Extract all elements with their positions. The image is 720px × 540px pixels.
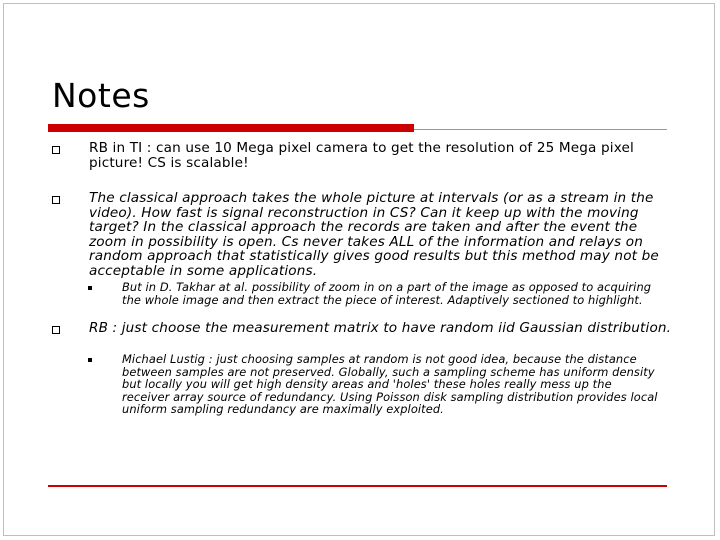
hollow-square-bullet-icon [52, 146, 60, 154]
bullet-text-1: RB in TI : can use 10 Mega pixel camera to get the resolution of 25 Mega pixel picture! CS is scalable! [89, 140, 634, 171]
bullet-text-2: The classical approach takes the whole picture at intervals (or as a stream in the video). How fast is signal reconstruction in CS? Can it keep up with the moving target? In the classical approach the records are taken and after the event the zoom in possibility is open. Cs never takes ALL of the information and relays on random approach that statistically gives good results but this method may not be acceptable in some applications. [89, 190, 659, 279]
filled-square-bullet-icon [88, 286, 92, 290]
sub-bullet-text-3-1: Michael Lustig : just choosing samples at random is not good idea, because the distance between samples are not preserved. Globally, such a sampling scheme has uniform density but locally you will get high density areas and 'holes' these holes really mess up the receiver array source of redundancy. Using Poisson disk sampling distribution provides local uniform sampling redundancy are maximally exploited. [122, 352, 658, 417]
footer-rule [48, 485, 667, 487]
hollow-square-bullet-icon [52, 326, 60, 334]
sub-bullet-text-2-1: But in D. Takhar at al. possibility of zoom in on a part of the image as opposed to acquiring the whole image and then extract the piece of interest. Adaptively sectioned to highlight. [122, 280, 652, 307]
hollow-square-bullet-icon [52, 196, 60, 204]
slide-title: Notes [52, 76, 150, 115]
filled-square-bullet-icon [88, 358, 92, 362]
bullet-text-3: RB : just choose the measurement matrix to have random iid Gaussian distribution. [89, 320, 672, 336]
title-underline-red [48, 124, 414, 132]
